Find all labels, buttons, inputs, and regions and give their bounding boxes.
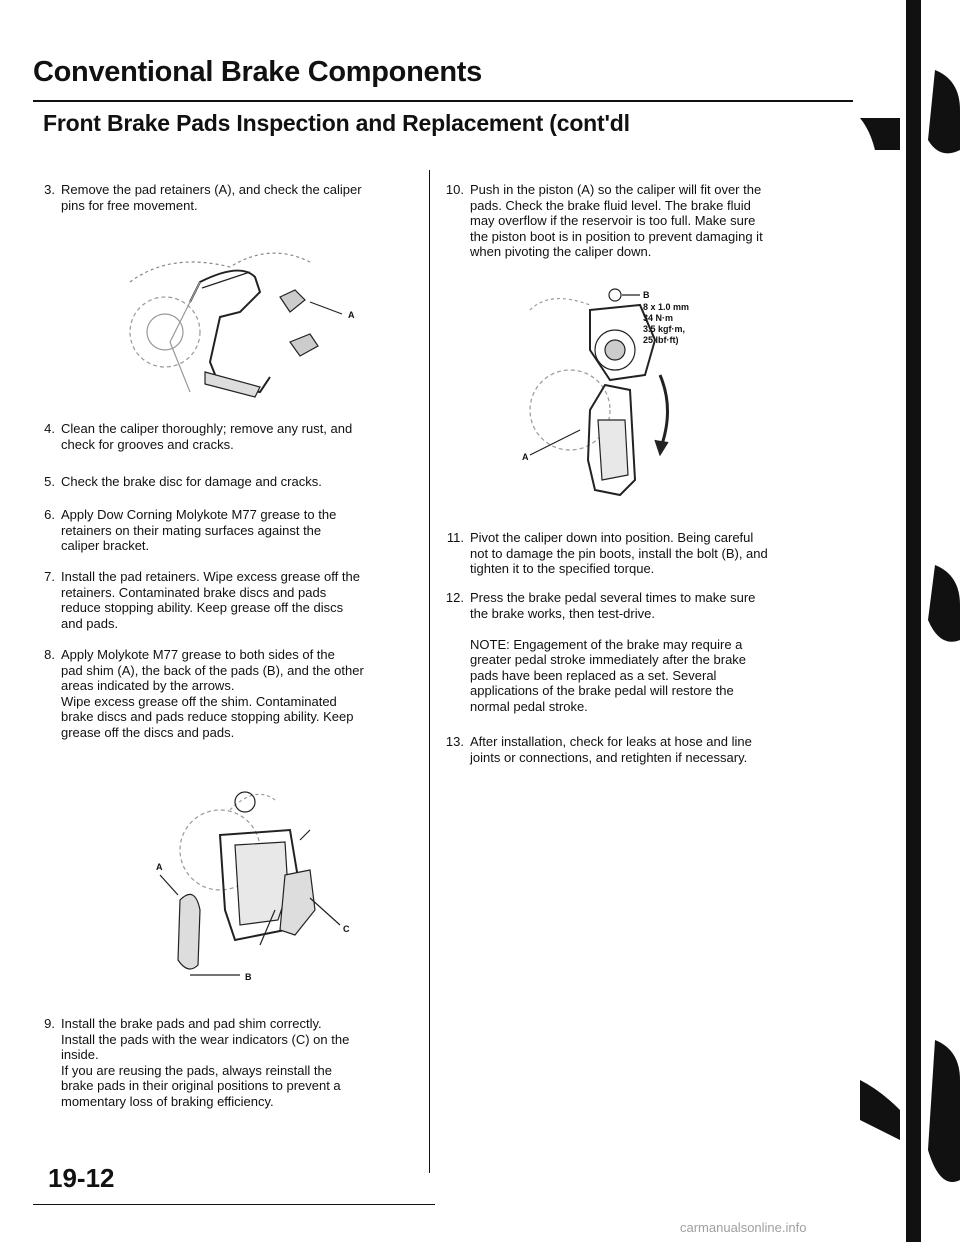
step-number: 9. (44, 1016, 55, 1031)
step-text: Check the brake disc for damage and cracks. (61, 474, 322, 489)
step-number: 6. (44, 507, 55, 522)
step-text: Remove the pad retainers (A), and check the caliper pins for free movement. (61, 182, 362, 213)
step-text: Install the pad retainers. Wipe excess grease off the retainers. Contaminated brake discs and pads reduce stopping ability. Keep grease off the discs and pads. (61, 569, 360, 631)
step-text: After installation, check for leaks at hose and line joints or connections, and retighten if necessary. (470, 734, 752, 765)
step-8 (33, 647, 418, 745)
step-text: Clean the caliper thoroughly; remove any rust, and check for grooves and cracks. (61, 421, 353, 452)
binding-tab-marks (840, 0, 960, 1242)
pads-and-shim-illustration (156, 770, 380, 1000)
callout-c: C (343, 924, 350, 934)
callout-a: A (348, 310, 355, 320)
section-title: Conventional Brake Components (33, 56, 482, 88)
step-text: Install the brake pads and pad shim correctly. Install the pads with the wear indicators (C) on the inside. If you are reusing the pads, always reinstall the brake pads in their original positions to prevent a momentary loss of braking efficiency. (61, 1016, 350, 1109)
column-divider (429, 170, 430, 1173)
step-number: 13. (445, 734, 464, 749)
step-12 (442, 590, 862, 720)
step-7 (33, 569, 418, 635)
torque-newton-meters: 34 N·m (643, 313, 674, 323)
step-text: Apply Molykote M77 grease to both sides of the pad shim (A), the back of the pads (B), and the other areas indicated by the arrows. Wipe excess grease off the shim. Contaminated brake discs and pads reduce stopping ability. Keep grease off the discs and pads. (61, 647, 364, 740)
step-number: 11. (446, 530, 464, 545)
torque-kgf-meters: 3.5 kgf·m, (643, 324, 686, 334)
step-10 (442, 182, 862, 264)
step-text: Push in the piston (A) so the caliper will fit over the pads. Check the brake fluid level. The brake fluid may overflow if the reservoir is too full. Make sure the piston boot is in position to prevent damaging it when pivoting the caliper down. (470, 182, 763, 259)
step-text: Apply Dow Corning Molykote M77 grease to the retainers on their mating surfaces against the caliper bracket. (61, 507, 337, 553)
watermark-link[interactable]: carmanualsonline.info (680, 1220, 807, 1235)
pad-retainers-illustration (110, 222, 360, 412)
step-4 (33, 421, 418, 455)
torque-lbf-feet: 25 lbf·ft) (643, 335, 679, 345)
callout-a: A (522, 452, 529, 462)
page-number: 19-12 (48, 1163, 115, 1193)
step-13 (442, 734, 862, 768)
footer-rule (33, 1204, 435, 1205)
step-6 (33, 507, 418, 557)
step-9 (33, 1016, 418, 1114)
step-text: Press the brake pedal several times to make sure the brake works, then test-drive. NOTE: Engagement of the brake may require a greater pedal stroke immediately after the brake pads have been replaced as a set. Several applications of the brake pedal will restore the normal pedal stroke. (470, 590, 756, 714)
step-number: 7. (44, 569, 55, 584)
callout-b: B (643, 290, 650, 300)
step-text: Pivot the caliper down into position. Being careful not to damage the pin boots, install the bolt (B), and tighten it to the specified torque. (470, 530, 768, 576)
step-number: 12. (445, 590, 464, 605)
step-number: 10. (445, 182, 464, 197)
callout-b: B (245, 972, 252, 982)
step-11 (442, 530, 862, 580)
step-number: 3. (44, 182, 55, 197)
step-3 (33, 182, 418, 216)
step-5 (33, 474, 418, 492)
page-subtitle: Front Brake Pads Inspection and Replacement (cont'dl (43, 110, 630, 136)
step-number: 5. (44, 474, 55, 489)
step-number: 8. (44, 647, 55, 662)
step-number: 4. (44, 421, 55, 436)
torque-bolt-size: 8 x 1.0 mm (643, 302, 690, 312)
title-rule (33, 100, 853, 102)
callout-a: A (156, 862, 163, 872)
caliper-pivot-illustration (510, 280, 760, 510)
